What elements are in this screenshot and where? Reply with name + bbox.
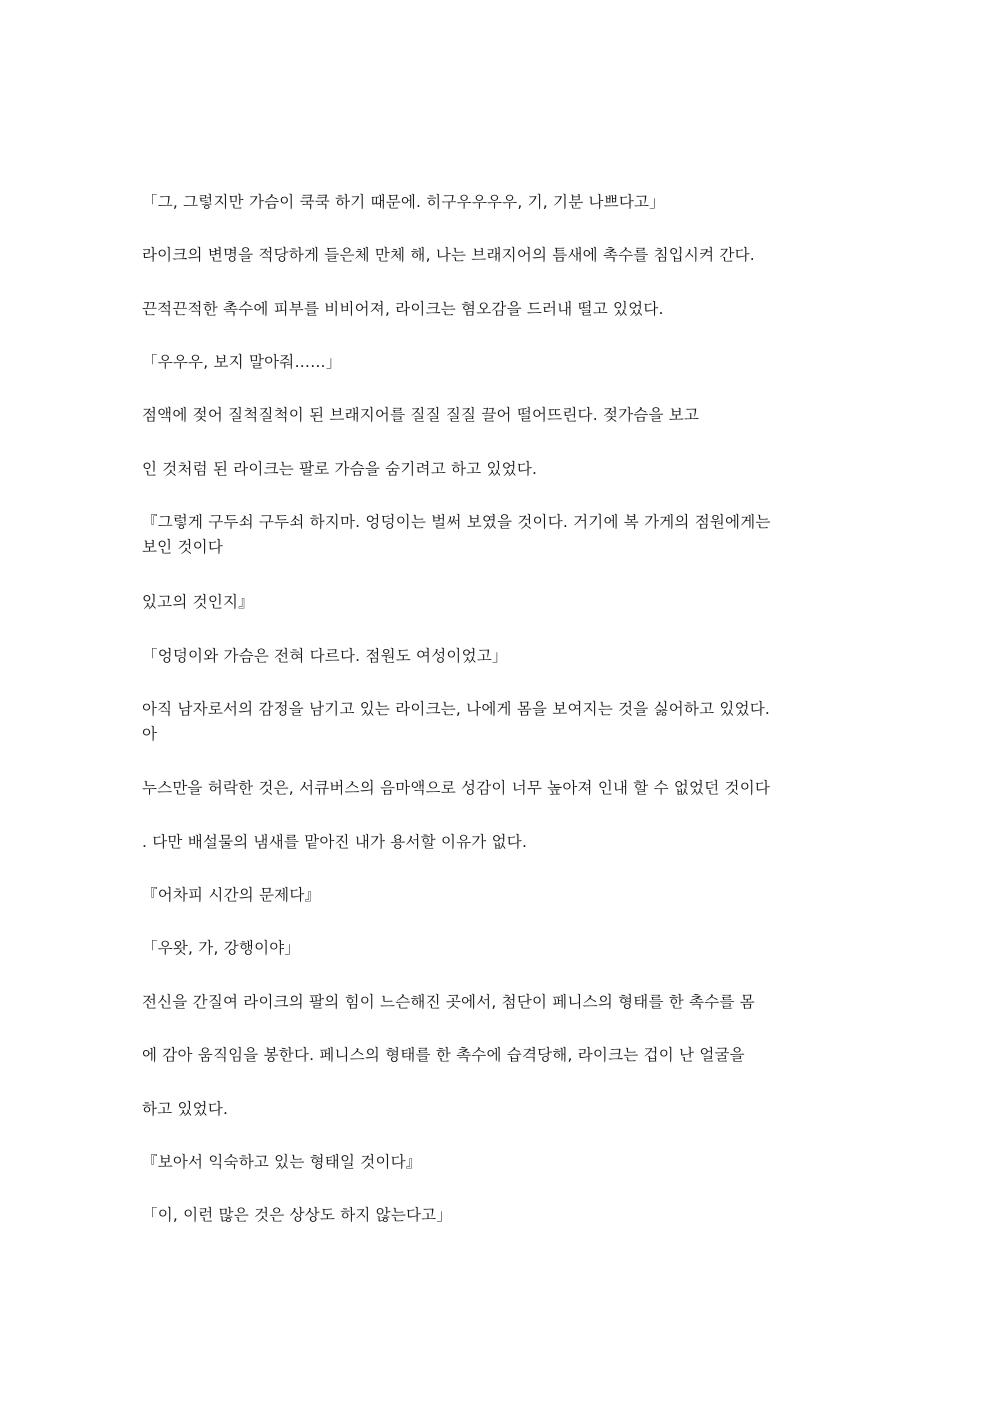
text-line: 보인 것이다 [142,538,223,556]
text-line: 끈적끈적한 촉수에 피부를 비비어져, 라이크는 혐오감을 드러내 떨고 있었다. [142,300,664,318]
text-line: 「우왓, 가, 강행이야」 [142,939,301,957]
text-line: 『어차피 시간의 문제다』 [142,886,321,904]
text-line: 「그, 그렇지만 가슴이 쿡쿡 하기 때문에. 히구우우우우, 기, 기분 나쁘다고」 [142,193,665,211]
text-line: . 다만 배설물의 냄새를 맡아진 내가 용서할 이유가 없다. [142,833,528,851]
text-line: 「이, 이런 많은 것은 상상도 하지 않는다고」 [142,1206,453,1224]
text-line: 『보아서 익숙하고 있는 형태일 것이다』 [142,1153,422,1171]
text-line: 하고 있었다. [142,1100,229,1118]
text-line: 「엉덩이와 가슴은 전혀 다르다. 점원도 여성이었고」 [142,647,508,665]
text-line: 전신을 간질여 라이크의 팔의 힘이 느슨해진 곳에서, 첨단이 페니스의 형태를 한 촉수를 몸 [142,993,755,1011]
text-line: 인 것처럼 된 라이크는 팔로 가슴을 숨기려고 하고 있었다. [142,460,538,478]
text-line: 있고의 것인지』 [142,593,254,611]
text-line: 「우우우, 보지 말아줘……」 [142,353,342,371]
text-line: 아직 남자로서의 감정을 남기고 있는 라이크는, 나에게 몸을 보여지는 것을 싫어하고 있었다. [142,700,771,718]
text-line: 점액에 젖어 질척질척이 된 브래지어를 질질 질질 끌어 떨어뜨린다. 젖가슴을 보고 [142,406,700,424]
text-line: 『그렇게 구두쇠 구두쇠 하지마. 엉덩이는 벌써 보였을 것이다. 거기에 복 가게의 점원에게는 [142,513,771,531]
text-line: 아 [142,725,158,743]
text-line: 에 감아 움직임을 봉한다. 페니스의 형태를 한 촉수에 습격당해, 라이크는 겁이 난 얼굴을 [142,1046,745,1064]
text-line: 누스만을 허락한 것은, 서큐버스의 음마액으로 성감이 너무 높아져 인내 할 수 없었던 것이다 [142,779,771,797]
text-line: 라이크의 변명을 적당하게 들은체 만체 해, 나는 브래지어의 틈새에 촉수를 침입시켜 간다. [142,246,755,264]
